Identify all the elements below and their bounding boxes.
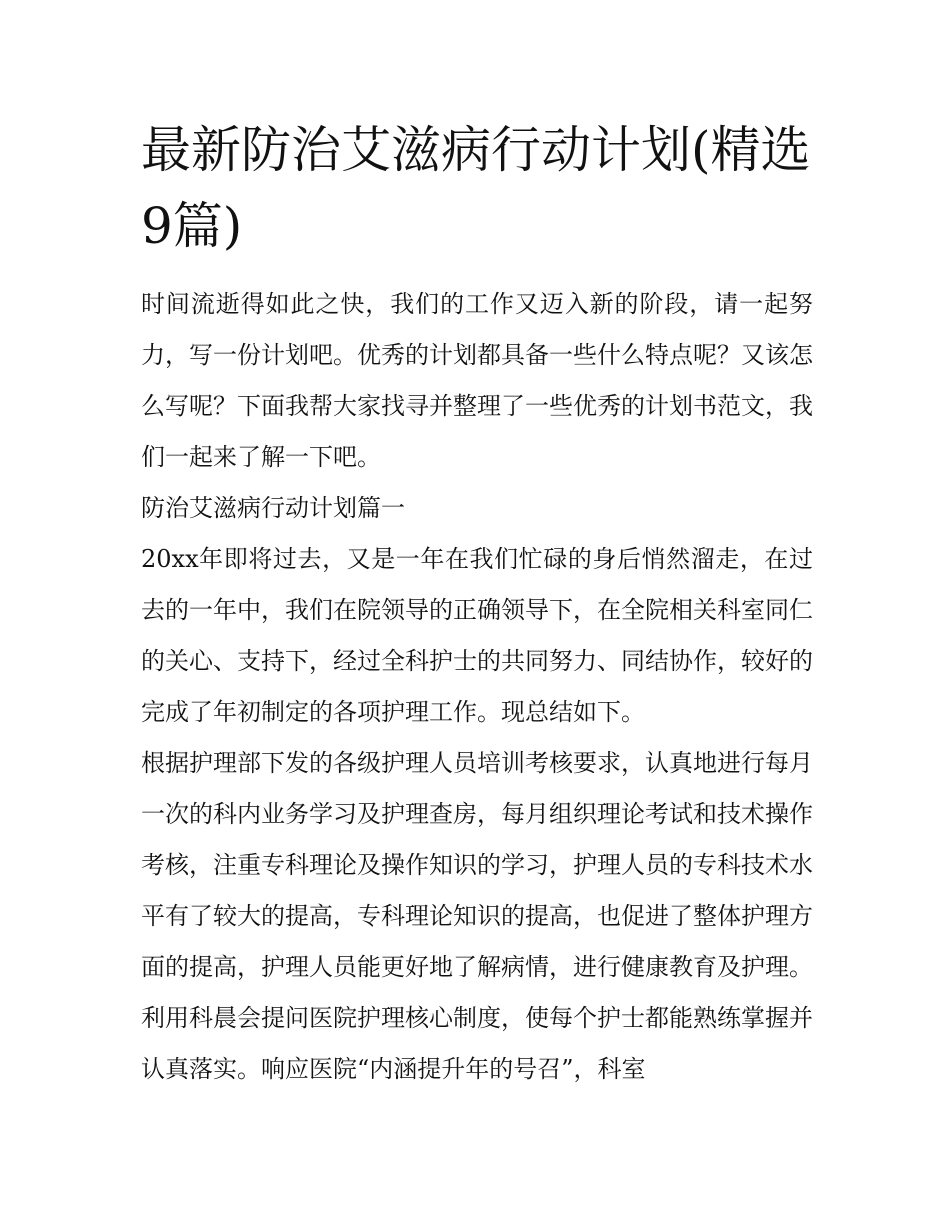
intro-paragraph: 时间流逝得如此之快，我们的工作又迈入新的阶段，请一起努力，写一份计划吧。优秀的计划都具备一些什么特点呢？又该怎么写呢？下面我帮大家找寻并整理了一些优秀的计划书范文，我们一起来了解一下吧。 [141,290,813,471]
body-paragraph-2: 根据护理部下发的各级护理人员培训考核要求，认真地进行每月一次的科内业务学习及护理查房，每月组织理论考试和技术操作考核，注重专科理论及操作知识的学习，护理人员的专科技术水平有了较大的提高，专科理论知识的提高，也促进了整体护理方面的提高，护理人员能更好地了解病情，进行健康教育及护理。利用科晨会提问医院护理核心制度，使每个护士都能熟练掌握并认真落实。响应医院“内涵提升年的号召”，科室 [141,749,813,1083]
document-body [141,279,813,1095]
document-title: 最新防治艾滋病行动计划(精选9篇) [141,121,811,255]
section-heading: 防治艾滋病行动计划篇一 [141,494,405,522]
body-paragraph-1: 20xx年即将过去，又是一年在我们忙碌的身后悄然溜走，在过去的一年中，我们在院领导的正确领导下，在全院相关科室同仁的关心、支持下，经过全科护士的共同努力、同结协作，较好的完成了年初制定的各项护理工作。现总结如下。 [141,545,813,726]
